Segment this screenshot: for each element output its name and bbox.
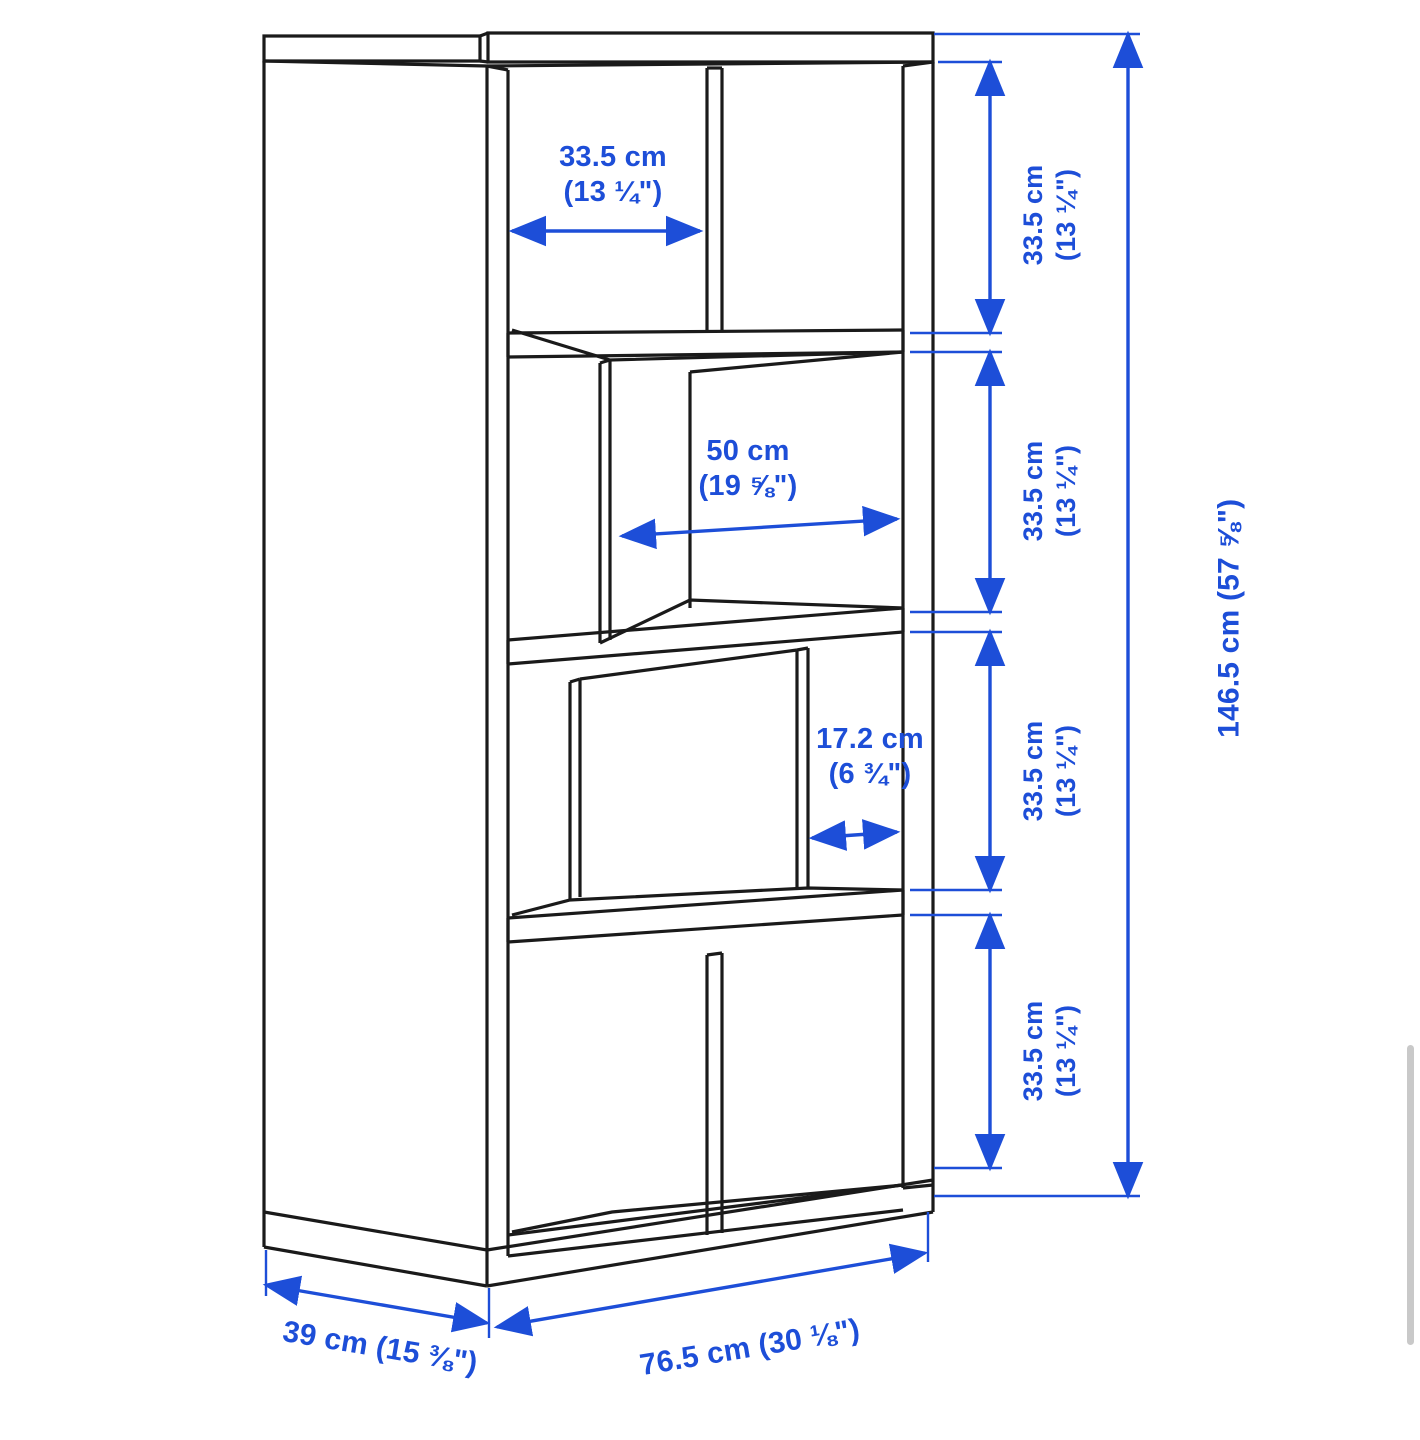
dim-row-height-3-imperial: (13 ¼") xyxy=(1051,724,1081,818)
dim-compartment-width-metric: 33.5 cm xyxy=(559,141,667,173)
dim-compartment-width-imperial: (13 ¼") xyxy=(563,176,663,209)
shelf-geometry xyxy=(264,33,933,1286)
dim-row-height-2-imperial: (13 ¼") xyxy=(1051,444,1081,538)
dim-row-height-4 xyxy=(1017,931,1083,1171)
dim-row-height-4-imperial: (13 ¼") xyxy=(1051,1004,1081,1098)
extension-lines xyxy=(266,34,1140,1338)
dim-divider-offset-imperial: (6 ¾") xyxy=(828,758,912,791)
dim-row-height-3-metric: 33.5 cm xyxy=(1018,720,1049,822)
dim-row-height-3 xyxy=(1017,651,1083,891)
dim-total-height xyxy=(1212,388,1249,848)
dim-row-height-2 xyxy=(1017,371,1083,611)
dim-shelf-depth-inner xyxy=(648,434,848,505)
dim-total-height-value: 146.5 cm (57 ⅝") xyxy=(1212,498,1246,738)
dimension-arrows xyxy=(266,34,1128,1327)
dim-row-height-1-metric: 33.5 cm xyxy=(1018,164,1049,266)
dim-width-value: 76.5 cm (30 ⅛") xyxy=(637,1312,863,1383)
dim-row-height-4-metric: 33.5 cm xyxy=(1018,1000,1049,1102)
page-scrollbar[interactable] xyxy=(1407,1045,1414,1345)
dim-row-height-1 xyxy=(1017,95,1083,335)
dim-compartment-width xyxy=(513,140,713,211)
dim-divider-offset-metric: 17.2 cm xyxy=(816,723,924,755)
dim-shelf-depth-inner-imperial: (19 ⅝") xyxy=(698,470,798,503)
dim-shelf-depth-inner-metric: 50 cm xyxy=(706,435,790,467)
dim-depth-value: 39 cm (15 ⅜") xyxy=(280,1314,480,1381)
dim-row-height-2-metric: 33.5 cm xyxy=(1018,440,1049,542)
dim-row-height-1-imperial: (13 ¼") xyxy=(1051,168,1081,262)
dim-divider-offset xyxy=(770,722,970,793)
